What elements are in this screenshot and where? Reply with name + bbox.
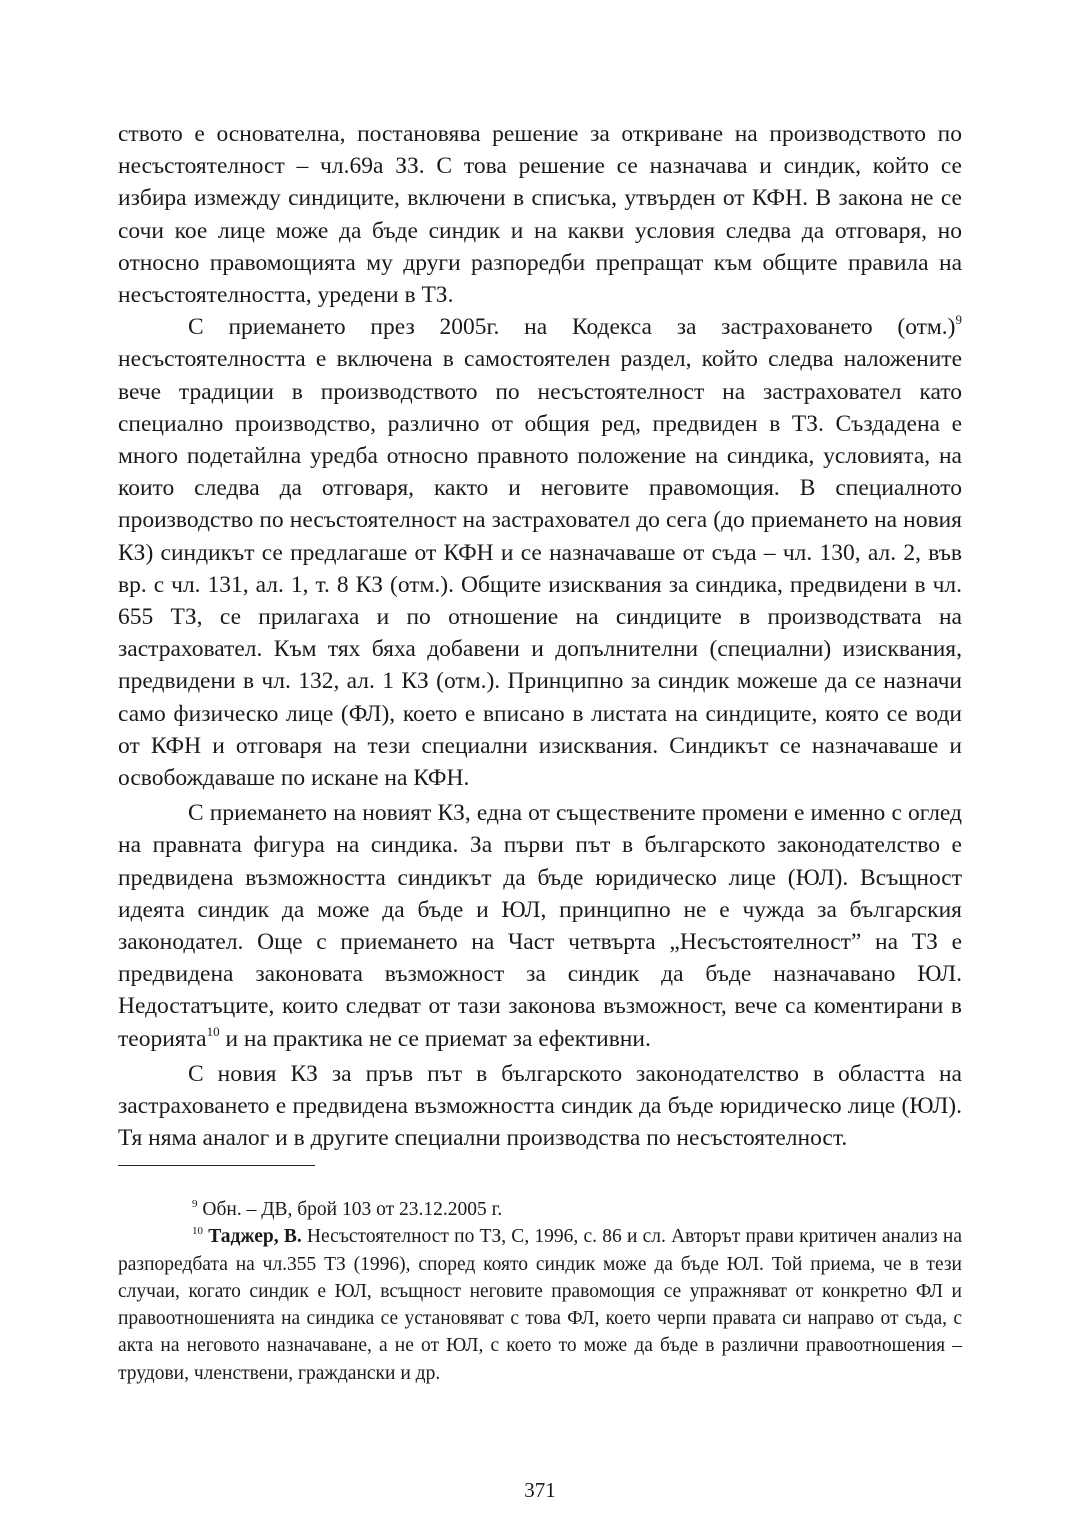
main-text [118, 118, 962, 1155]
paragraph-3-start: С приемането на новият КЗ, една от съществените промени е именно с оглед на правната фигура на синдика. За първи път в българското законодателство е предвидена възможността синдикът да бъде юридическо лице (ЮЛ). Всъщност идеята синдик да може да бъде и ЮЛ, принципно не е чужда за българския законодател. Още с приемането на Част четвърта „Несъстоятелност” на ТЗ е предвидена законовата възможност за синдик да бъде назначавано ЮЛ. Недостатъците, които следват от тази законова възможност, вече са коментирани в теорията [118, 800, 962, 1052]
footnotes [118, 1196, 962, 1387]
footnote-ref-10[interactable]: 10 [206, 1023, 220, 1039]
paragraph-2 [118, 311, 962, 794]
footnote-ref-9[interactable]: 9 [955, 312, 962, 328]
footnote-10-text: Несъстоятелност по ТЗ, С, 1996, с. 86 и сл. Авторът прави критичен анализ на разпоредбата на чл.355 ТЗ (1996), според която синдик може да бъде ЮЛ. Той приема, че в тези случаи, когато синдик е ЮЛ, всъщност неговите правомощия се упражняват от конкретно ФЛ и правоотношенията на синдика се установяват с това ФЛ, което черпи правата си направо от съда, с акта на неговото назначаване, а не от ЮЛ, с което то може да бъде в различни правоотношения – трудови, членствени, граждански и др. [118, 1226, 962, 1384]
paragraph-4: С новия КЗ за пръв път в българското законодателство в областта на застраховането е предвидена възможността синдик да бъде юридическо лице (ЮЛ). Тя няма аналог и в другите специални производства по несъстоятелност. [118, 1060, 962, 1152]
paragraph-2-rest: несъстоятелността е включена в самостоятелен раздел, който следва наложените вече традиции в производството по несъстоятелност на застраховател като специално производство, различно от общия ред, предвиден в ТЗ. Създадена е много подетайлна уредба относно правното положение на синдика, условията, на които следва да отговаря, както и неговите правомощия. В специалното производство по несъстоятелност на застраховател до сега (до приемането на новия КЗ) синдикът се предлагаше от КФН и се назначаваше от съда – чл. 130, ал. 2, във вр. с чл. 131, ал. 1, т. 8 КЗ (отм.). Общите изисквания за синдика, предвидени в чл. 655 ТЗ, се прилагаха и по отношение на синдиците в производствата на застраховател. Към тях бяха добавени и допълнителни (специални) изисквания, предвидени в чл. 132, ал. 1 КЗ (отм.). Принципно за синдик можеше да се назначи само физическо лице (ФЛ), което е вписано в листата на синдиците, която се води от КФН и отговаря на тези специални изисквания. Синдикът се назначаваше и освобождаваше по искане на КФН. [118, 346, 962, 792]
page-body [118, 118, 962, 1155]
page-number: 371 [524, 1478, 556, 1502]
paragraph-2-start: С приемането през 2005г. на Кодекса за застраховането (отм.) [188, 314, 956, 341]
footnote-9-mark: 9 [192, 1197, 198, 1210]
footnote-9 [118, 1196, 962, 1223]
footnote-10 [118, 1223, 962, 1387]
footnote-10-author: Таджер, В. [203, 1226, 302, 1248]
footnote-10-mark: 10 [192, 1224, 203, 1237]
footnote-separator [118, 1165, 315, 1166]
paragraph-3 [118, 797, 962, 1055]
paragraph-3-rest: и на практика не се приемат за ефективни. [219, 1025, 651, 1052]
paragraph-1: ството е основателна, постановява решение за откриване на производството по несъстоятелност – чл.69а ЗЗ. С това решение се назначава и синдик, който се избира измежду синдиците, включени в списъка, утвърден от КФН. В закона не се сочи кое лице може да бъде синдик и на какви условия следва да отговаря, но относно правомощията му други разпоредби препращат към общите правила на несъстоятелността, уредени в ТЗ. [118, 121, 962, 309]
footnote-9-text: Обн. – ДВ, брой 103 от 23.12.2005 г. [197, 1199, 503, 1220]
